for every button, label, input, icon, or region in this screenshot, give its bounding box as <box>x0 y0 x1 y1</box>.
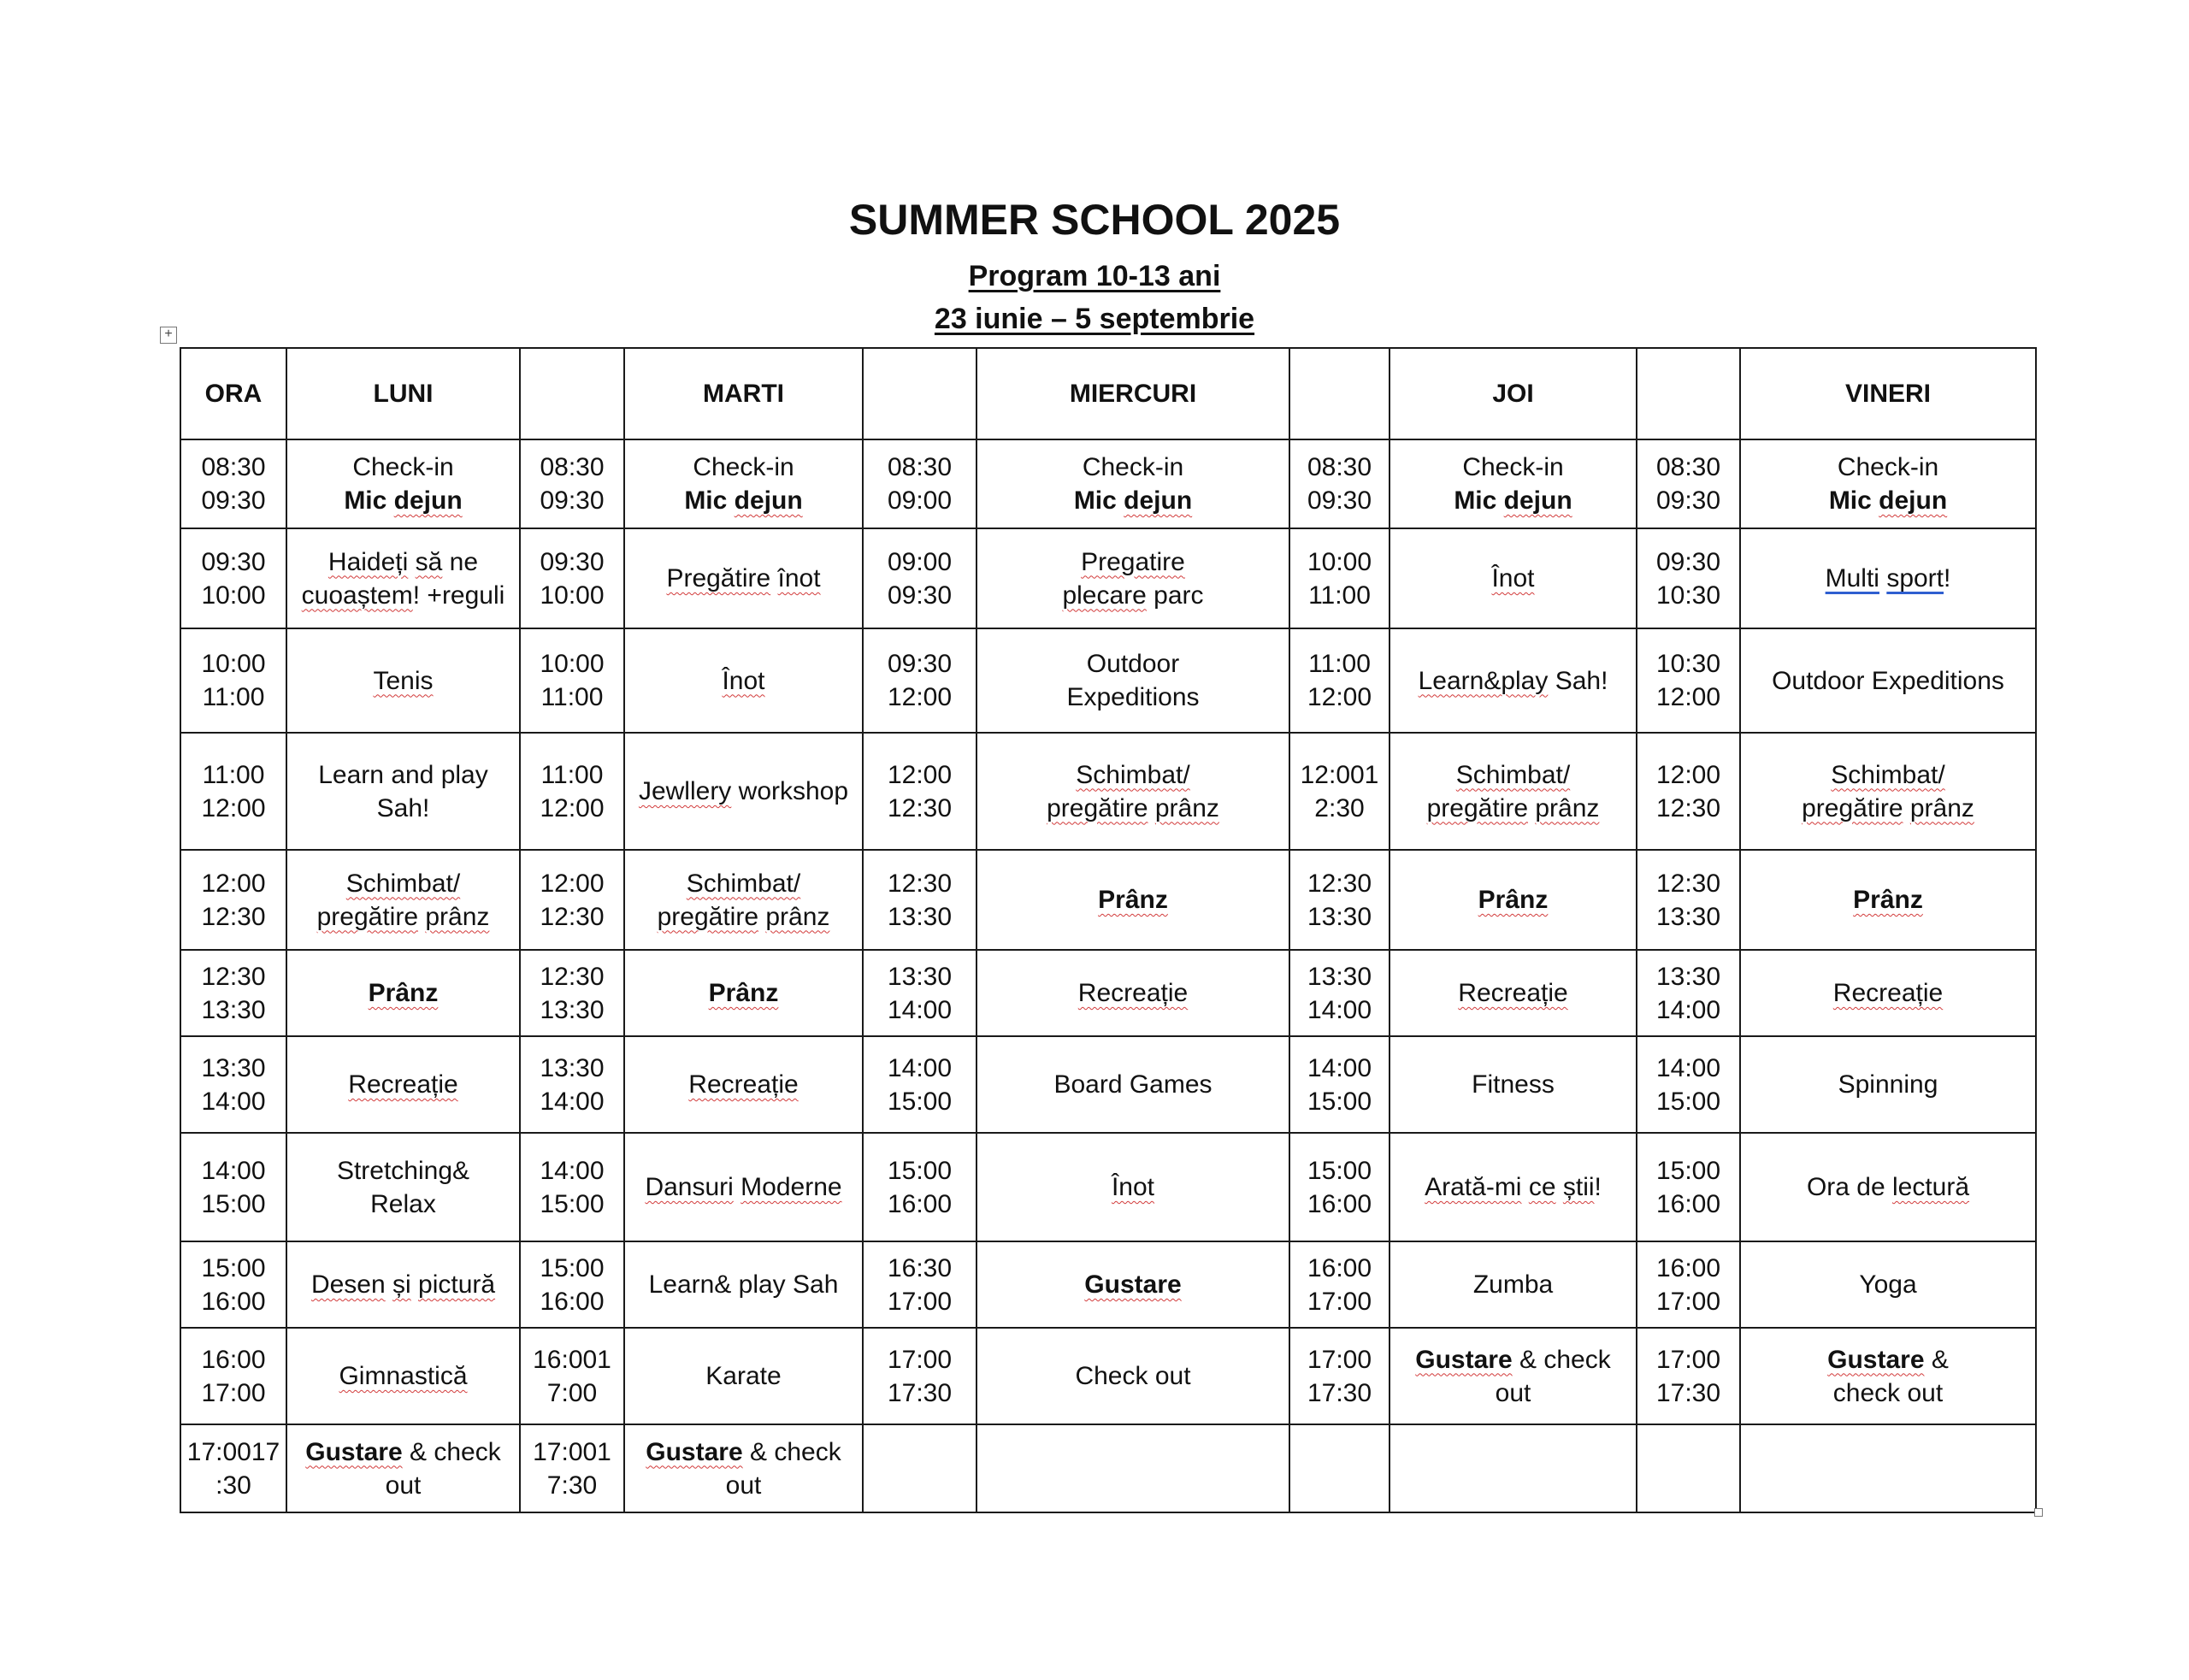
activity-cell: Haideți să ne cuoaștem! +reguli <box>286 528 520 628</box>
time-cell: 16:30 17:00 <box>863 1241 976 1328</box>
activity-cell: Schimbat/ pregătire prânz <box>1390 733 1637 850</box>
time-cell: 08:30 09:30 <box>180 439 286 528</box>
activity-cell: Recreație <box>1740 950 2036 1036</box>
table-row <box>180 1424 2036 1512</box>
time-cell: 08:30 09:30 <box>1637 439 1740 528</box>
activity-cell: Dansuri Moderne <box>624 1133 863 1241</box>
time-cell <box>1637 1424 1740 1512</box>
time-cell: 17:00 17:30 <box>1289 1328 1390 1424</box>
time-cell: 08:30 09:30 <box>520 439 624 528</box>
activity-cell: Check out <box>976 1328 1289 1424</box>
time-cell: 14:00 15:00 <box>1289 1036 1390 1133</box>
table-row <box>180 528 2036 628</box>
time-cell: 09:30 10:30 <box>1637 528 1740 628</box>
header-row <box>180 348 2036 439</box>
activity-cell: Tenis <box>286 628 520 733</box>
activity-cell <box>1390 1424 1637 1512</box>
schedule-table <box>180 347 2037 1513</box>
activity-cell: Learn&play Sah! <box>1390 628 1637 733</box>
time-cell: 14:00 15:00 <box>180 1133 286 1241</box>
activity-cell: Fitness <box>1390 1036 1637 1133</box>
time-cell: 10:00 11:00 <box>1289 528 1390 628</box>
activity-cell: Pregătire înot <box>624 528 863 628</box>
table-row <box>180 628 2036 733</box>
header-cell: MIERCURI <box>976 348 1289 439</box>
document-title: SUMMER SCHOOL 2025 <box>848 196 1341 244</box>
activity-cell: Outdoor Expeditions <box>1740 628 2036 733</box>
activity-cell: Multi sport! <box>1740 528 2036 628</box>
activity-cell: Learn& play Sah <box>624 1241 863 1328</box>
activity-cell: Check-in Mic dejun <box>624 439 863 528</box>
program-subtitle: Program 10-13 ani <box>968 260 1221 292</box>
activity-cell: Prânz <box>286 950 520 1036</box>
time-cell <box>1289 1424 1390 1512</box>
time-cell: 14:00 15:00 <box>520 1133 624 1241</box>
time-cell: 12:30 13:30 <box>1289 850 1390 950</box>
activity-cell: Spinning <box>1740 1036 2036 1133</box>
table-row <box>180 1241 2036 1328</box>
activity-cell: Prânz <box>624 950 863 1036</box>
time-cell: 13:30 14:00 <box>863 950 976 1036</box>
activity-cell: Înot <box>976 1133 1289 1241</box>
activity-cell: Gustare & check out <box>624 1424 863 1512</box>
time-cell: 17:00 17:30 <box>863 1328 976 1424</box>
time-cell: 17:0017 :30 <box>180 1424 286 1512</box>
activity-cell: Schimbat/ pregătire prânz <box>976 733 1289 850</box>
time-cell: 12:30 13:30 <box>180 950 286 1036</box>
activity-cell: Pregatire plecare parc <box>976 528 1289 628</box>
time-cell: 09:30 12:00 <box>863 628 976 733</box>
time-cell <box>863 1424 976 1512</box>
table-row <box>180 1036 2036 1133</box>
time-cell: 12:00 12:30 <box>1637 733 1740 850</box>
header-cell <box>863 348 976 439</box>
activity-cell: Prânz <box>976 850 1289 950</box>
table-row <box>180 733 2036 850</box>
activity-cell: Desen și pictură <box>286 1241 520 1328</box>
activity-cell: Gimnastică <box>286 1328 520 1424</box>
activity-cell: Check-in Mic dejun <box>1740 439 2036 528</box>
header-cell: JOI <box>1390 348 1637 439</box>
activity-cell: Zumba <box>1390 1241 1637 1328</box>
activity-cell: Check-in Mic dejun <box>976 439 1289 528</box>
table-row <box>180 850 2036 950</box>
time-cell: 14:00 15:00 <box>863 1036 976 1133</box>
time-cell: 12:30 13:30 <box>1637 850 1740 950</box>
table-move-handle-icon[interactable]: + <box>160 327 177 344</box>
time-cell: 12:30 13:30 <box>520 950 624 1036</box>
time-cell: 12:001 2:30 <box>1289 733 1390 850</box>
activity-cell: Prânz <box>1390 850 1637 950</box>
table-row <box>180 439 2036 528</box>
table-row <box>180 1328 2036 1424</box>
activity-cell: Schimbat/ pregătire prânz <box>624 850 863 950</box>
time-cell: 09:30 10:00 <box>520 528 624 628</box>
time-cell: 12:00 12:30 <box>863 733 976 850</box>
header-cell: ORA <box>180 348 286 439</box>
activity-cell: Prânz <box>1740 850 2036 950</box>
activity-cell: Yoga <box>1740 1241 2036 1328</box>
activity-cell: Recreație <box>286 1036 520 1133</box>
time-cell: 08:30 09:00 <box>863 439 976 528</box>
time-cell: 13:30 14:00 <box>520 1036 624 1133</box>
time-cell: 10:30 12:00 <box>1637 628 1740 733</box>
time-cell: 17:001 7:30 <box>520 1424 624 1512</box>
activity-cell: Jewllery workshop <box>624 733 863 850</box>
time-cell: 15:00 16:00 <box>180 1241 286 1328</box>
activity-cell <box>976 1424 1289 1512</box>
time-cell: 16:001 7:00 <box>520 1328 624 1424</box>
time-cell: 17:00 17:30 <box>1637 1328 1740 1424</box>
table-resize-handle[interactable] <box>2034 1508 2043 1517</box>
time-cell: 12:30 13:30 <box>863 850 976 950</box>
header-cell: LUNI <box>286 348 520 439</box>
time-cell: 16:00 17:00 <box>1637 1241 1740 1328</box>
time-cell: 13:30 14:00 <box>180 1036 286 1133</box>
activity-cell: Outdoor Expeditions <box>976 628 1289 733</box>
header-cell <box>1289 348 1390 439</box>
activity-cell: Gustare & check out <box>286 1424 520 1512</box>
activity-cell: Schimbat/ pregătire prânz <box>1740 733 2036 850</box>
activity-cell: Schimbat/ pregătire prânz <box>286 850 520 950</box>
header-cell: MARTI <box>624 348 863 439</box>
table-row <box>180 950 2036 1036</box>
time-cell: 12:00 12:30 <box>180 850 286 950</box>
activity-cell: Gustare & check out <box>1390 1328 1637 1424</box>
time-cell: 16:00 17:00 <box>180 1328 286 1424</box>
activity-cell: Ora de lectură <box>1740 1133 2036 1241</box>
header-cell <box>520 348 624 439</box>
time-cell: 11:00 12:00 <box>1289 628 1390 733</box>
activity-cell: Recreație <box>1390 950 1637 1036</box>
activity-cell: Recreație <box>976 950 1289 1036</box>
activity-cell: Gustare & check out <box>1740 1328 2036 1424</box>
time-cell: 08:30 09:30 <box>1289 439 1390 528</box>
table-row <box>180 1133 2036 1241</box>
activity-cell: Recreație <box>624 1036 863 1133</box>
activity-cell: Check-in Mic dejun <box>286 439 520 528</box>
activity-cell <box>1740 1424 2036 1512</box>
date-range: 23 iunie – 5 septembrie <box>934 303 1255 335</box>
activity-cell: Arată-mi ce știi! <box>1390 1133 1637 1241</box>
time-cell: 14:00 15:00 <box>1637 1036 1740 1133</box>
activity-cell: Karate <box>624 1328 863 1424</box>
time-cell: 13:30 14:00 <box>1637 950 1740 1036</box>
activity-cell: Stretching& Relax <box>286 1133 520 1241</box>
time-cell: 11:00 12:00 <box>180 733 286 850</box>
time-cell: 16:00 17:00 <box>1289 1241 1390 1328</box>
activity-cell: Înot <box>624 628 863 733</box>
time-cell: 12:00 12:30 <box>520 850 624 950</box>
time-cell: 13:30 14:00 <box>1289 950 1390 1036</box>
activity-cell: Check-in Mic dejun <box>1390 439 1637 528</box>
activity-cell: Learn and play Sah! <box>286 733 520 850</box>
header-cell: VINERI <box>1740 348 2036 439</box>
time-cell: 15:00 16:00 <box>863 1133 976 1241</box>
time-cell: 15:00 16:00 <box>1289 1133 1390 1241</box>
activity-cell: Board Games <box>976 1036 1289 1133</box>
activity-cell: Înot <box>1390 528 1637 628</box>
time-cell: 15:00 16:00 <box>1637 1133 1740 1241</box>
time-cell: 10:00 11:00 <box>520 628 624 733</box>
activity-cell: Gustare <box>976 1241 1289 1328</box>
time-cell: 10:00 11:00 <box>180 628 286 733</box>
time-cell: 11:00 12:00 <box>520 733 624 850</box>
time-cell: 15:00 16:00 <box>520 1241 624 1328</box>
time-cell: 09:00 09:30 <box>863 528 976 628</box>
header-cell <box>1637 348 1740 439</box>
time-cell: 09:30 10:00 <box>180 528 286 628</box>
